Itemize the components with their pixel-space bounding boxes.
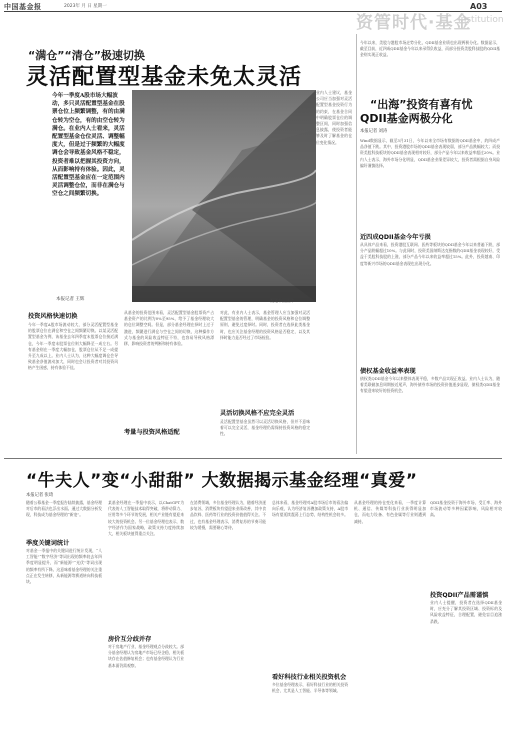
section-title: 资管时代·基金 <box>356 13 472 33</box>
right-kicker: “出海”投资有喜有忧 <box>370 98 473 111</box>
right-byline: 本报记者 刘涛 <box>360 129 388 134</box>
bottom-body-5: 在消费领域，多位基金经理认为，随着经济逐步复苏，消费板块有望迎来业绩改善，其中食品饮料、医药等行业的投资价值值得关注。不过，也有基金经理表示，消费复苏的节奏可能较为缓慢，需要耐心等待。 <box>190 500 266 530</box>
lead-body-col-4: 业内人士建议，基金公司应当加强对灵活配置型基金投资行为的约束，在基金合同中明确股票仓位的调整区间，同时加强信息披露，使投资者能够及时了解基金的仓位变化情况。 <box>316 90 352 145</box>
lead-headline: 灵活配置型基金未免太灵活 <box>26 65 303 90</box>
lead-body-col-1: 今年一季度A股市场波动较大，部分灵活配置型基金的股票仓位在满仓和空仓之间频繁切换。以某灵活配置型基金为例，该基金去年四季度末股票仓位接近满仓，今年一季度末股票仓位则大幅降至一成左右。另有基金则在一季度大幅加仓，股票仓位从不足一成提升至九成以上。业内人士认为，这种大幅度调仓会导致基金净值波动加大，同时也会让投资者对其投资风格产生困惑，持有体验不佳。 <box>28 322 118 371</box>
lead-kicker: “满仓”“清仓”极速切换 <box>28 49 145 62</box>
subhead: 债权基金收益率表现 <box>360 368 416 375</box>
right-body-1: Wind数据显示，截至3月31日，今年以来全市场有数据的QDII基金中，约四成产品净值下跌。其中，投资港股市场的QDII基金表现较弱，部分产品跌幅较大；而投资美股科技板块的QDII基金表现相对较好，部分产品今年以来收益率超过20%。业内人士表示，海外市场分化明显，QDII基金业绩差异较大，投资者需根据自身风险偏好谨慎选择。 <box>360 138 500 168</box>
lead-byline: 本报记者 王辉 <box>56 297 85 302</box>
lead-body-col-3: 对此，有业内人士表示，基金管理人应当加强对灵活配置型基金的管理，明确基金的投资风格和仓位调整原则，避免过度择时。同时，投资者在选择此类基金时，也应关注基金经理的投资风格是否稳定，以及其择时能力是否经过了市场检验。 <box>220 310 310 340</box>
right-intro: 今年以来，美股与港股市场走势分化，QDII基金业绩也出现两极分化。数据显示，截至目前，近四成QDII基金今年以来录得负收益，而部分投资美股科技股的QDII基金则实现正收益。 <box>360 40 500 58</box>
right-body-3: 债权类QDII基金今年以来整体表现平稳，多数产品实现正收益。业内人士认为，随着美联储加息周期接近尾声，海外债券市场的投资价值逐步显现，债权类QDII基金有望迎来较好的投资机会。 <box>360 376 500 394</box>
lead-body-col-2: 从基金的投资范围来看，灵活配置型基金股票资产占基金资产的比例为0%至95%，给予了基金经理较大的仓位调整空间。但是，部分基金经理在择时上过于激进，频繁进行满仓与空仓之间的切换，这种操作方式与基金的风险收益特征不符，也容易导致风格漂移，影响投资者的判断和持有体验。 <box>124 310 214 347</box>
section-rule <box>4 458 502 459</box>
lead-body-col-3b: 灵活配置型基金虽然可以灵活切换风格，但并不意味着可以完全灵活，基金经理仍需保持投资风格的稳定性。 <box>220 419 310 437</box>
bottom-body-8: 从基金经理的持仓变化来看，一季度计算机、通信、传媒等科技行业获得明显加仓，而电力设备、有色金属等行业则遭到减持。 <box>354 500 426 524</box>
bottom-body-2: 对基金一季报中的关键词进行统计发现，“人工智能”“数字经济”等词出现的频率较去年四季度明显提升，而“新能源”“光伏”等词出现的频率有所下降。这意味着基金经理的关注重点正在发生转移，从新能源等赛道转向科技板块。 <box>26 548 102 585</box>
masthead <box>0 0 506 34</box>
bottom-body-1: 随着公募基金一季度报告陆续披露，基金经理对后市的看法也浮出水面。通过大数据分析发现，科技成为基金经理的“新宠”。 <box>26 500 102 518</box>
bottom-byline: 本报记者 张琦 <box>26 493 54 498</box>
page-date: 2023年 月 日 星期一 <box>64 4 107 9</box>
bottom-body-7: 多位基金经理表示，看好科技行业的相关投资机会，尤其是人工智能、半导体等领域。 <box>272 682 348 694</box>
right-body-4: QDII基金投资于海外市场，受汇率、海外市场波动等多种因素影响，风险相对较高。 <box>430 500 502 518</box>
photo-caption: 视觉中国图片 <box>270 298 294 303</box>
bottom-body-4: 对于房地产行业，基金经理观点分歧较大。部分基金经理认为房地产市场已经企稳，相关板块存在估值修复机会；也有基金经理认为行业基本面仍需观察。 <box>108 644 184 668</box>
subhead: 近四成QDII基金今年亏损 <box>360 234 431 241</box>
subhead: 灵活切换风格不应完全灵活 <box>220 410 295 417</box>
subhead: 看好科技行业相关投资机会 <box>272 674 347 681</box>
subhead: 房价互分歧并存 <box>108 636 152 643</box>
subhead: 投资风格快速切换 <box>28 313 78 320</box>
lead-photo <box>132 90 316 302</box>
right-body-5: 业内人士提醒，投资者在选择QDII基金时，应充分了解其投资区域、投资标的及风险收益特征，合理配置，避免盲目追涨杀跌。 <box>430 600 502 624</box>
column-divider <box>356 34 357 454</box>
subhead: 季度关键词统计 <box>26 540 70 547</box>
bottom-body-3: 某基金经理在一季报中表示，以ChatGPT为代表的人工智能技术取得突破，将带动算力、应用等多个环节的发展，相关产业链有望迎来较大的投资机会。另一位基金经理也表示，数字经济作为国家战略，政策支持力度持续加大，相关板块值得重点关注。 <box>108 500 184 537</box>
subhead: 投资QDII产品需谨慎 <box>430 592 489 599</box>
right-headline: QDII基金两极分化 <box>360 112 453 125</box>
subhead: 考量与投资风格适配 <box>124 429 180 436</box>
bottom-headline: “牛夫人”变“小甜甜” 大数据揭示基金经理“真爱” <box>26 471 418 491</box>
paper-logo: 中国基金报 <box>4 3 42 11</box>
lead-paragraph: 今年一季度A股市场大幅波动，多只灵活配置型基金在股票仓位上频繁调整，有的由满仓转为空仓，有的由空仓转为满仓。在业内人士看来，灵活配置型基金仓位灵活、调整幅度大，但是过于频繁的大幅度调仓会导致基金风格不稳定，投资者难以把握其投资方向，从而影响持有体验。因此，灵活配置型基金应在一定范围内灵活调整仓位，而非在满仓与空仓之间频繁切换。 <box>52 93 125 198</box>
section-subtitle: Institution <box>458 15 504 25</box>
top-rule <box>4 11 502 12</box>
bottom-body-6: 总体来看，基金经理对A股市场后市的看法偏向乐观，认为经济复苏叠加政策支持，A股市场有望延续震荡上行态势，结构性机会较多。 <box>272 500 348 518</box>
page-number: A03 <box>470 2 488 11</box>
right-body-2: 从具体产品来看，投资港股互联网、医药等板块的QDII基金今年以来普遍下跌，部分产品跌幅超过10%。与此同时，投资美国纳斯达克指数的QDII基金表现较好，受益于美股科技股的上涨，部分产品今年以来收益率超过15%。此外，投资越南、印度等新兴市场的QDII基金表现也出现分化。 <box>360 242 500 266</box>
